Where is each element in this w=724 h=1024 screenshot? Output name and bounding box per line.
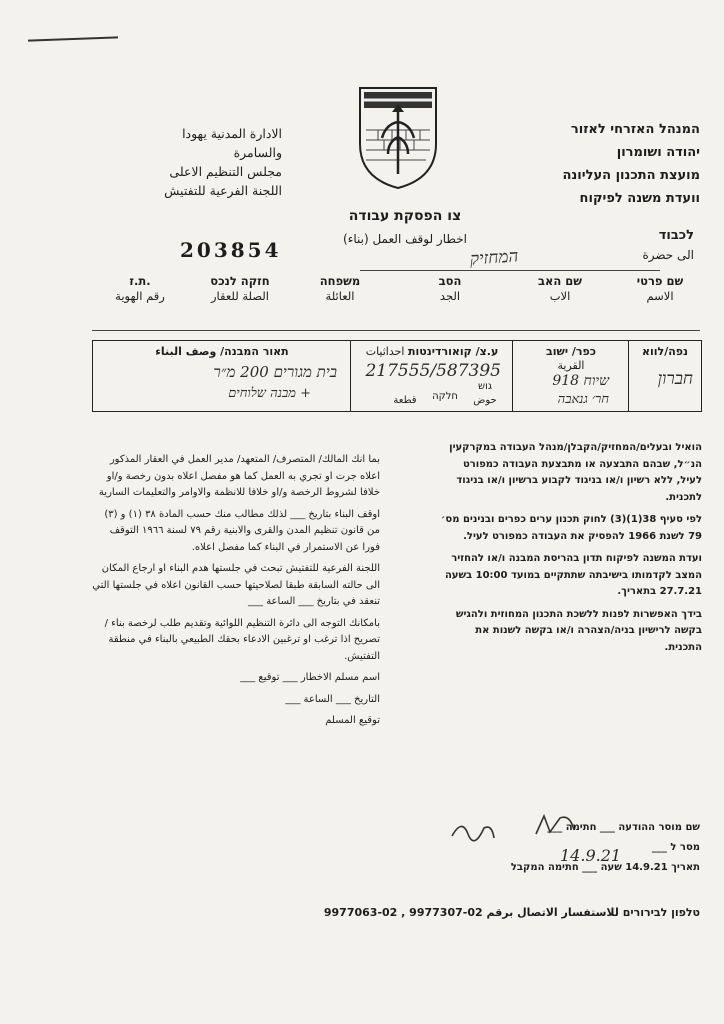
he-paragraph-3: ועדת המשנה לפיקוח תדון בהריסת המבנה ו/או להחזיר המצב לקדמותו בישיבתה שתתקיים במועד 10:00 בשעה 27.7.21 בתאריך. — [444, 553, 702, 597]
district-value: חברון — [657, 369, 693, 389]
coords-value: 217555/587395 — [365, 361, 501, 381]
he-paragraph-2: לפי סעיף 38(1)(3) לחוק תכנון ערים כפרים ובנינים מס׳ 79 לשנת 1966 להפסיק את העבודה כמפורט לעיל. — [440, 514, 702, 542]
ar-paragraph-3: اللجنة الفرعية للتفتيش تبحث في جلستها هدم البناء او ارجاع المكان الى حالته السابقة طبقا لصلاحيتها حسب القانون اعلاه في جلستها التي تنعقد في بتاريخ ___ الساعة ___ — [92, 563, 380, 607]
village-label-he: כפר/ ישוב — [546, 345, 596, 358]
scan-artifact-line — [28, 36, 118, 41]
emblem-icon — [352, 82, 444, 192]
header-he-line4: וועדת משנה לפיקוח — [579, 191, 700, 206]
he-date-signature: תאריך 14.9.21 שעה ___ חתימה המקבל — [510, 862, 700, 873]
header-ar-line1: الادارة المدنية يهودا — [182, 126, 282, 141]
signature-mark-2 — [530, 810, 580, 840]
to-label-arabic: الى حضرة — [642, 248, 694, 262]
order-title-hebrew: צו הפסקת עבודה — [348, 208, 462, 224]
ar-deliverer-name: اسم مسلم الاخطار ___ توقيع ___ — [240, 672, 380, 683]
he-paragraph-1: הואיל ובעלים/המחזיק/הקבלן/מנהל העבודה במקרקעין הנ״ל, שבהם התבצעה או מתבצעת העבודה כמפורט לעיל, ללא רשיון ו/או בניגוד לקבוע ברשיון ו/או בניגוד לתכנית. — [449, 442, 702, 503]
coords-sub-block: גוש — [478, 381, 492, 392]
he-delivered-to: מסר ל ___ — [651, 842, 700, 853]
header-ar-line3: مجلس التنظيم الاعلى — [169, 164, 282, 179]
header-he-line1: המנהל האזרחי לאזור — [570, 122, 700, 137]
header-arabic — [92, 124, 282, 200]
village-value-2: חר׳ גנאבה — [557, 392, 609, 407]
handwritten-date: 14.9.21 — [560, 846, 622, 865]
ar-paragraph-1: بما انك المالك/ المتصرف/ المتعهد/ مدير العمل في العقار المذكور اعلاه جرت او تجري به العمل كما هو مفصل اعلاه بدون رخصة و/او خلافا لشروط الرخصة و/او خلافا للانظمة والاوامر والتعليمات السارية — [98, 454, 380, 498]
ar-date-time: التاريخ ___ الساعة ___ — [285, 693, 380, 705]
fields-underline — [92, 330, 700, 331]
building-label: תאור המבנה/ وصف البناء — [155, 345, 289, 358]
village-label-ar: القرية — [557, 359, 585, 372]
header-ar-line4: اللجنة الفرعية للتفتيش — [164, 183, 282, 198]
order-title-arabic: اخطار لوقف العمل (بناء) — [343, 232, 467, 246]
building-value: בית מגורים 200 מ״ר — [213, 363, 337, 381]
coords-sub-parcel: חלקה — [432, 391, 458, 402]
header-hebrew — [500, 118, 700, 210]
village-value: שיוח 918 — [552, 373, 609, 389]
field-property-relation: חזקה לנכס الصلة للعقار — [210, 274, 270, 303]
arabic-body — [90, 452, 380, 735]
person-fields-row — [96, 274, 700, 308]
building-value-2: + מבנה שלוחים — [228, 386, 311, 401]
field-grandfather-name: הסב الجد — [438, 274, 462, 303]
header-he-line2: יהודה ושומרון — [616, 145, 700, 160]
ar-paragraph-2: اوقف البناء بتاريخ ___ لذلك مطالب منك حسب المادة ٣٨ (١) و (٣) من قانون تنظيم المدن والقرى والابنية رقم ٧٩ لسنة ١٩٦٦ التوقف فورا عن الاستمرار في البناء كما مفصل اعلاه. — [104, 508, 380, 553]
location-table — [92, 340, 702, 412]
header-he-line3: מועצת התכנון העליונה — [562, 168, 700, 183]
field-first-name: שם פרטי الاسم — [636, 274, 684, 303]
hebrew-body — [440, 440, 702, 662]
field-family-name: משפחה العائلة — [319, 274, 361, 303]
to-label-hebrew: לכבוד — [658, 228, 694, 243]
serial-number: 203854 — [180, 238, 282, 262]
coords-sub-piece: قطعة — [393, 395, 417, 406]
ar-paragraph-4: بامكانك التوجه الى دائرة التنظيم اللوائية وتقديم طلب لرخصة بناء / تصريح اذا ترغب او ترغبين الادعاء بحقك الطبيعي بالبناء في منطقة التفتيش. — [104, 617, 380, 662]
district-label: נפה/לווא — [641, 345, 688, 358]
phone-footer: טלפון לבירורים للاستفسار الاتصال برقم 02-9977307 , 02-9977063 — [323, 906, 700, 919]
signature-mark-1 — [448, 816, 498, 844]
ar-recipient-signature: توقيع المسلم — [325, 715, 380, 726]
coords-sub-basin: حوض — [473, 395, 497, 406]
coords-label: ע.צ/ קואורדינטות احداثيات — [365, 345, 499, 358]
field-id-number: ת.ז. رقم الهوية — [115, 274, 165, 303]
handwritten-recipient: המחזיק — [469, 246, 520, 270]
recipient-underline — [360, 270, 660, 271]
he-deliverer: שם מוסר ההודעה ___ חתימה ___ — [547, 822, 700, 833]
field-father-name: שם האב الاب — [537, 274, 583, 303]
he-paragraph-4: בידך האפשרות לפנות ללשכת התכנון המחוזית ולהגיש בקשה לרישיון בניה/הצהרה ו/או בקשה לשנות את התכנית. — [455, 608, 702, 653]
header-ar-line2: والسامرة — [233, 145, 282, 160]
